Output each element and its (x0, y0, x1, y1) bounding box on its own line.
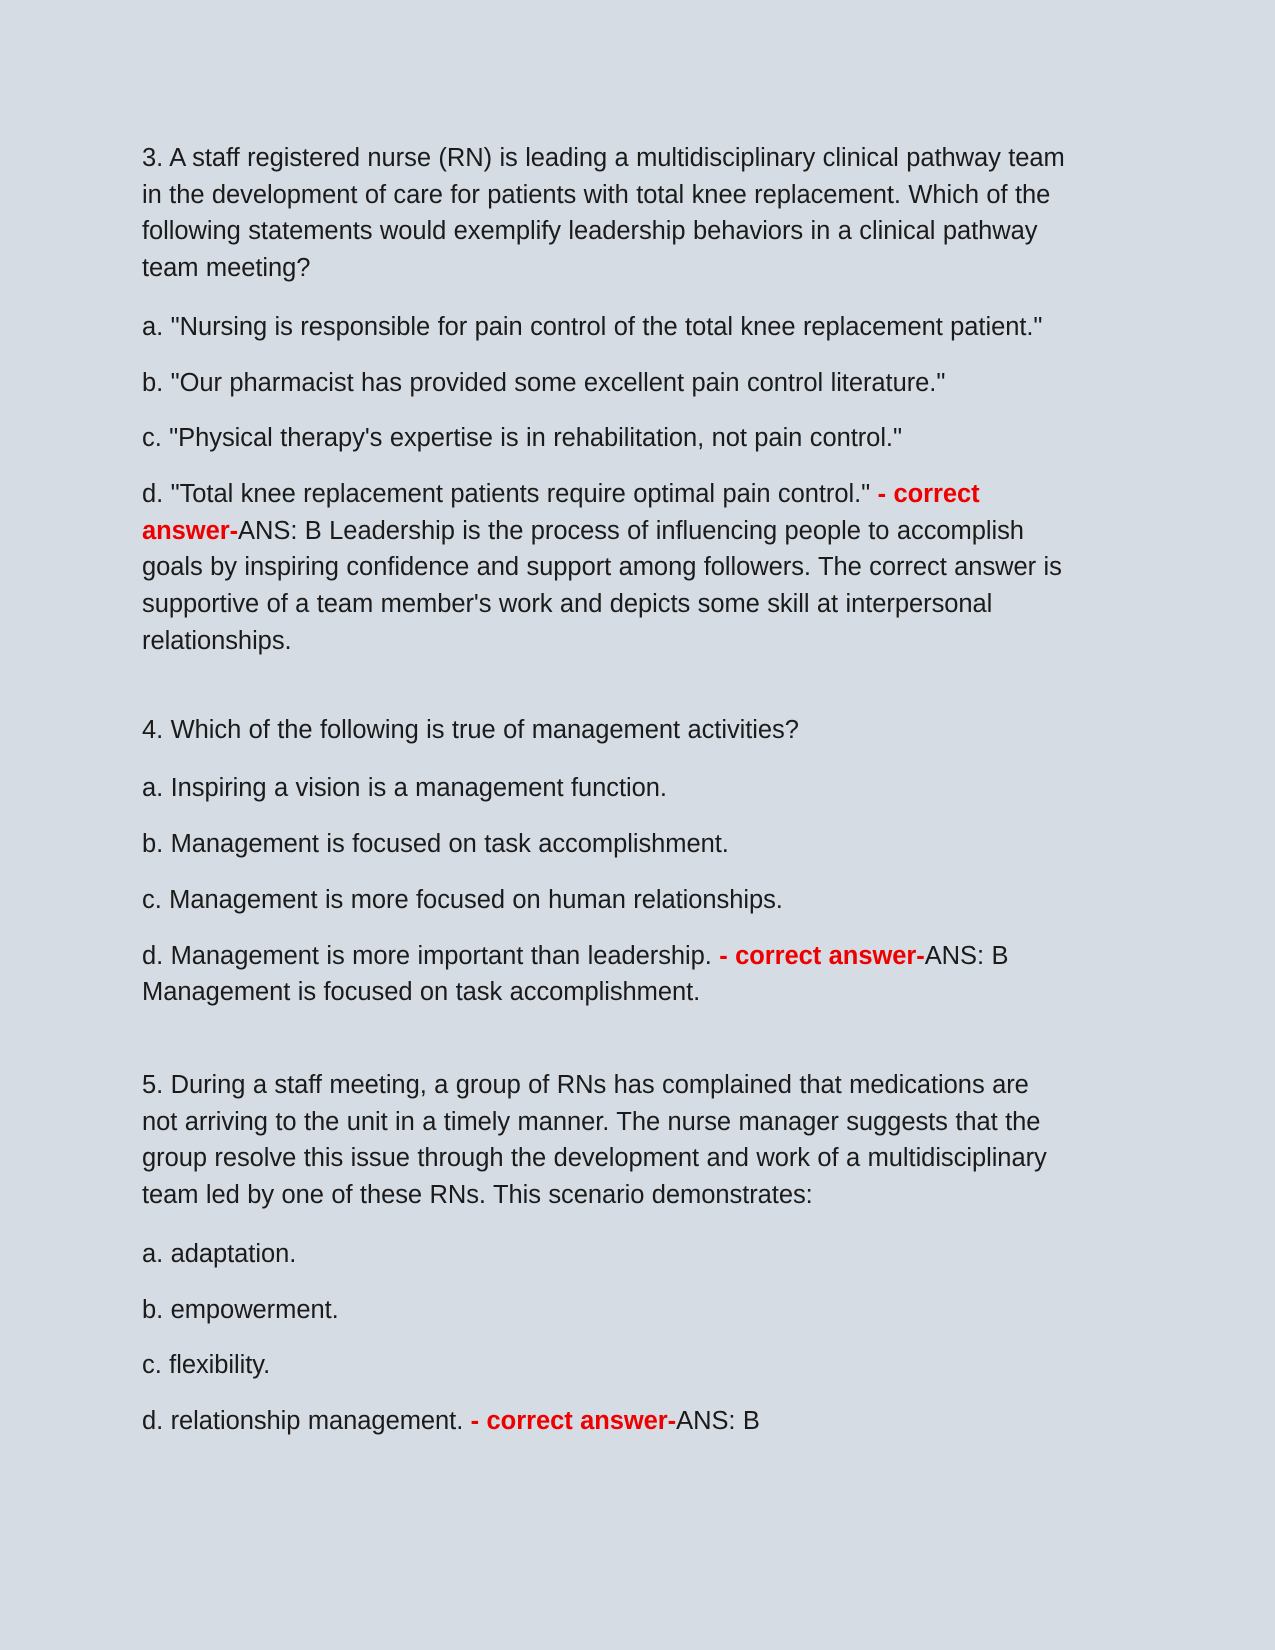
option-5-c: c. flexibility. (142, 1351, 271, 1380)
answer-explanation-4: ANS: B Management is focused on task accomplishment. (142, 941, 1009, 1007)
question-block-5 (142, 1067, 1070, 1440)
option-4-b: b. Management is focused on task accomplishment. (142, 830, 729, 859)
option-5-b: b. empowerment. (142, 1295, 339, 1324)
option-5-a: a. adaptation. (142, 1239, 297, 1268)
answer-line-5 (142, 1403, 1070, 1440)
option-4-a: a. Inspiring a vision is a management function. (142, 774, 667, 803)
option-3-c: c. "Physical therapy's expertise is in rehabilitation, not pain control." (142, 424, 902, 453)
answer-explanation-3: ANS: B Leadership is the process of influencing people to accomplish goals by inspiring confidence and support among followers. The correct answer is supportive of a team member's work and depicts some skill at interpersonal relationships. (142, 516, 1062, 655)
correct-answer-marker-4: - correct answer- (719, 941, 925, 970)
correct-answer-marker-5: - correct answer- (470, 1406, 677, 1435)
option-4-d-text: d. Management is more important than leadership. (142, 941, 720, 970)
correct-answer-marker-3: - correct answer- (142, 480, 980, 545)
section-gap-1 (142, 660, 1070, 712)
question-stem-4: 4. Which of the following is true of management activities? (142, 715, 799, 744)
option-3-b: b. "Our pharmacist has provided some excellent pain control literature." (142, 368, 946, 397)
option-4-c: c. Management is more focused on human relationships. (142, 885, 783, 914)
question-block-3 (142, 140, 1070, 660)
answer-line-3 (142, 476, 1070, 660)
option-5-d-text: d. relationship management. (142, 1406, 471, 1435)
option-3-a: a. "Nursing is responsible for pain control of the total knee replacement patient." (142, 312, 1043, 341)
answer-explanation-5: ANS: B (676, 1406, 760, 1435)
question-stem-3: 3. A staff registered nurse (RN) is leading a multidisciplinary clinical pathway team in the development of care for patients with total knee replacement. Which of the following statements would exemplify leadership behaviors in a clinical pathway team meeting? (142, 144, 1065, 283)
answer-line-4 (142, 938, 1070, 1011)
question-block-4 (142, 712, 1070, 1011)
section-gap-2 (142, 1011, 1070, 1067)
question-stem-5: 5. During a staff meeting, a group of RNs has complained that medications are not arriving to the unit in a timely manner. The nurse manager suggests that the group resolve this issue through the development and work of a multidisciplinary team led by one of these RNs. This scenario demonstrates: (142, 1070, 1047, 1210)
option-3-d-text: d. "Total knee replacement patients require optimal pain control." (142, 480, 878, 509)
